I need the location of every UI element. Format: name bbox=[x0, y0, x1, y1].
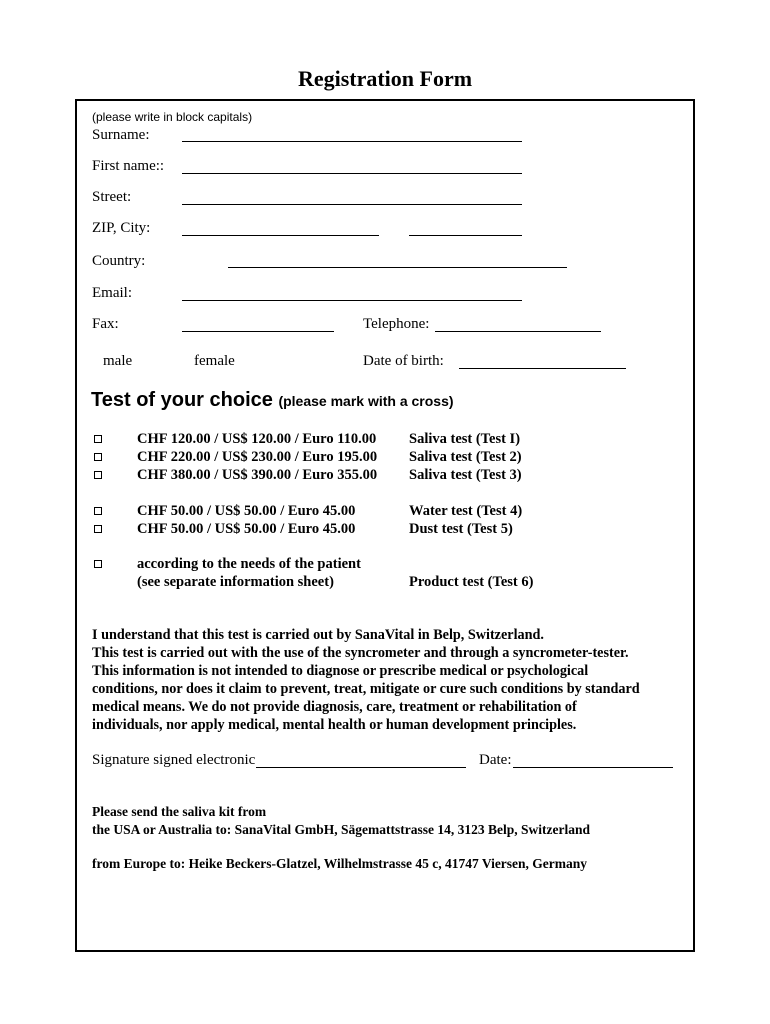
test-5-price: CHF 50.00 / US$ 50.00 / Euro 45.00 bbox=[137, 521, 356, 537]
test-2-name: Saliva test (Test 2) bbox=[409, 449, 522, 465]
test-3-name: Saliva test (Test 3) bbox=[409, 467, 522, 483]
disclaimer-line: individuals, nor apply medical, mental health or human development principles. bbox=[92, 717, 577, 733]
date-field[interactable] bbox=[513, 767, 673, 768]
signature-label: Signature signed electronic bbox=[92, 752, 256, 768]
country-label: Country: bbox=[92, 253, 146, 269]
telephone-field[interactable] bbox=[435, 331, 601, 332]
street-field[interactable] bbox=[182, 204, 522, 205]
form-title: Registration Form bbox=[297, 66, 473, 91]
test-heading bbox=[91, 389, 454, 412]
test-5-name: Dust test (Test 5) bbox=[409, 521, 513, 537]
signature-field[interactable] bbox=[256, 767, 466, 768]
dob-label: Date of birth: bbox=[363, 353, 444, 369]
date-label: Date: bbox=[479, 752, 512, 768]
surname-label: Surname: bbox=[92, 127, 150, 143]
male-option[interactable]: male bbox=[103, 353, 133, 369]
city-field[interactable] bbox=[409, 235, 522, 236]
zip-field[interactable] bbox=[182, 235, 379, 236]
zip-city-label: ZIP, City: bbox=[92, 220, 151, 236]
surname-field[interactable] bbox=[182, 141, 522, 142]
disclaimer-line: This test is carried out with the use of the syncrometer and through a syncrometer-tester. bbox=[92, 645, 629, 661]
first-name-field[interactable] bbox=[182, 173, 522, 174]
test-3-checkbox[interactable] bbox=[94, 471, 102, 479]
block-capitals-note: (please write in block capitals) bbox=[92, 110, 253, 124]
dob-field[interactable] bbox=[459, 368, 626, 369]
email-label: Email: bbox=[92, 285, 132, 301]
test-4-name: Water test (Test 4) bbox=[409, 503, 523, 519]
test-2-checkbox[interactable] bbox=[94, 453, 102, 461]
disclaimer-line: medical means. We do not provide diagnosis, care, treatment or rehabilitation of bbox=[92, 699, 577, 715]
disclaimer-paragraph bbox=[92, 626, 692, 734]
test-1-checkbox[interactable] bbox=[94, 435, 102, 443]
female-option[interactable]: female bbox=[194, 353, 235, 369]
disclaimer-line: This information is not intended to diagnose or prescribe medical or psychological bbox=[92, 663, 589, 679]
fax-label: Fax: bbox=[92, 316, 119, 332]
email-field[interactable] bbox=[182, 300, 522, 301]
test-4-price: CHF 50.00 / US$ 50.00 / Euro 45.00 bbox=[137, 503, 356, 519]
test-3-price: CHF 380.00 / US$ 390.00 / Euro 355.00 bbox=[137, 467, 378, 483]
telephone-label: Telephone: bbox=[363, 316, 430, 332]
test-6-description-line1: according to the needs of the patient bbox=[137, 556, 361, 572]
test-6-checkbox[interactable] bbox=[94, 560, 102, 568]
test-6-name: Product test (Test 6) bbox=[409, 574, 534, 590]
disclaimer-line: I understand that this test is carried out by SanaVital in Belp, Switzerland. bbox=[92, 627, 544, 643]
send-line-3: from Europe to: Heike Beckers-Glatzel, Wilhelmstrasse 45 c, 41747 Viersen, Germany bbox=[92, 856, 588, 871]
test-2-price: CHF 220.00 / US$ 230.00 / Euro 195.00 bbox=[137, 449, 378, 465]
test-1-name: Saliva test (Test I) bbox=[409, 431, 521, 447]
country-field[interactable] bbox=[228, 267, 567, 268]
test-heading-text: Test of your choice bbox=[91, 389, 273, 411]
send-line-2: the USA or Australia to: SanaVital GmbH, Sägemattstrasse 14, 3123 Belp, Switzerland bbox=[92, 822, 590, 837]
test-6-description-line2: (see separate information sheet) bbox=[137, 574, 334, 590]
send-line-1: Please send the saliva kit from bbox=[92, 804, 267, 819]
test-1-price: CHF 120.00 / US$ 120.00 / Euro 110.00 bbox=[137, 431, 377, 447]
fax-field[interactable] bbox=[182, 331, 334, 332]
first-name-label: First name:: bbox=[92, 158, 165, 174]
street-label: Street: bbox=[92, 189, 132, 205]
test-5-checkbox[interactable] bbox=[94, 525, 102, 533]
test-heading-note: (please mark with a cross) bbox=[278, 393, 454, 409]
disclaimer-line: conditions, nor does it claim to prevent, treat, mitigate or cure such conditions by standard bbox=[92, 681, 640, 697]
test-4-checkbox[interactable] bbox=[94, 507, 102, 515]
